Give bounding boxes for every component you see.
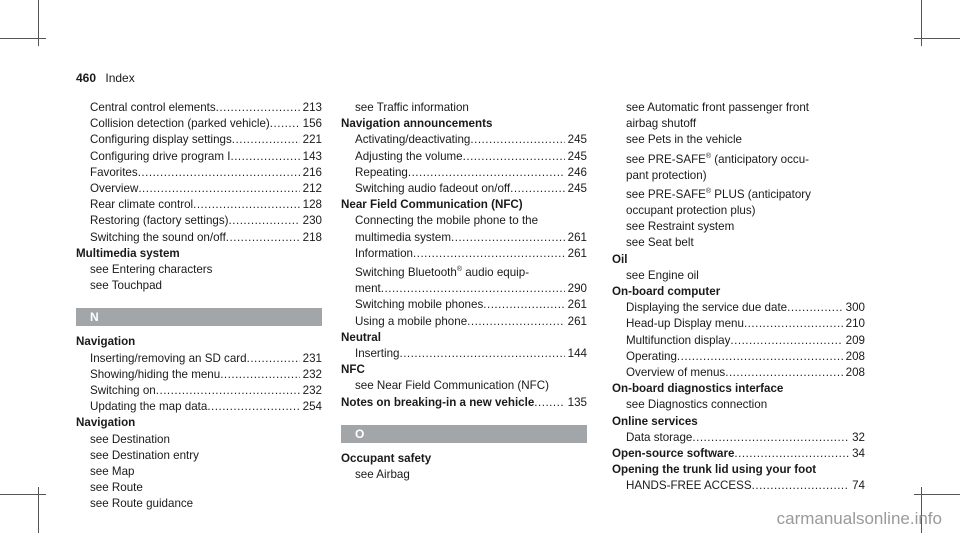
cross-reference[interactable]: see Engine oil bbox=[626, 268, 699, 282]
page-header bbox=[76, 71, 135, 85]
cross-reference[interactable]: see Automatic front passenger front bbox=[626, 101, 810, 114]
cross-reference[interactable]: see Destination bbox=[90, 432, 170, 446]
index-entry[interactable]: Repeating ..... 246 bbox=[341, 165, 587, 181]
index-heading: Navigation bbox=[76, 416, 136, 430]
index-entry[interactable]: Rear climate control ..... 128 bbox=[76, 197, 322, 213]
index-entry[interactable]: Inserting ..... 144 bbox=[341, 346, 587, 362]
index-heading: Navigation bbox=[76, 335, 136, 349]
index-entry[interactable]: Activating/deactivating ..... 245 bbox=[341, 132, 587, 148]
crop-mark bbox=[914, 38, 960, 39]
index-entry[interactable]: Overview of menus ..... 208 bbox=[612, 365, 865, 381]
cross-reference[interactable]: see Seat belt bbox=[626, 236, 694, 250]
index-entry[interactable]: Collision detection (parked vehicle) ..... 156 bbox=[76, 116, 322, 132]
index-entry[interactable]: Restoring (factory settings) ..... 230 bbox=[76, 213, 322, 229]
index-entry[interactable]: Switching audio fadeout on/off ..... 245 bbox=[341, 181, 587, 197]
index-heading: Neutral bbox=[341, 330, 381, 344]
index-entry[interactable]: Operating ..... 208 bbox=[612, 349, 865, 365]
crop-mark bbox=[0, 494, 46, 495]
index-entry[interactable]: Showing/hiding the menu ..... 232 bbox=[76, 367, 322, 383]
cross-reference[interactable]: see Pets in the vehicle bbox=[626, 133, 743, 147]
index-entry[interactable]: Data storage ..... 32 bbox=[612, 430, 865, 446]
cross-reference[interactable]: see Restraint system bbox=[626, 220, 735, 234]
cross-reference[interactable]: see Traffic information bbox=[355, 101, 469, 114]
index-column-3 bbox=[612, 100, 865, 495]
index-entry[interactable]: Configuring display settings ..... 221 bbox=[76, 132, 322, 148]
index-heading: Opening the trunk lid using your foot bbox=[612, 463, 817, 477]
index-entry-line: Connecting the mobile phone to the bbox=[355, 214, 539, 228]
cross-reference[interactable]: see Diagnostics connection bbox=[626, 398, 768, 412]
index-entry[interactable]: Adjusting the volume ..... 245 bbox=[341, 149, 587, 165]
cross-reference[interactable]: occupant protection plus) bbox=[626, 203, 756, 217]
crop-mark bbox=[921, 0, 922, 46]
cross-reference[interactable]: see Route bbox=[90, 481, 143, 495]
cross-reference[interactable]: see Airbag bbox=[355, 467, 410, 481]
crop-mark bbox=[0, 38, 46, 39]
index-entry[interactable]: HANDS-FREE ACCESS ..... 74 bbox=[612, 478, 865, 494]
page-title: Index bbox=[105, 71, 135, 85]
letter-band-o: O bbox=[341, 425, 587, 443]
index-entry[interactable]: ment ..... 290 bbox=[341, 281, 587, 297]
cross-reference[interactable]: see Map bbox=[90, 465, 135, 479]
index-entry[interactable]: Central control elements ..... 213 bbox=[76, 100, 322, 116]
cross-reference[interactable]: see Entering characters bbox=[90, 263, 213, 277]
cross-reference[interactable]: see PRE-SAFE® (anticipatory occu- bbox=[626, 152, 810, 166]
letter-band-n: N bbox=[76, 308, 322, 326]
index-heading: NFC bbox=[341, 363, 365, 377]
index-heading-entry[interactable]: Open-source software ..... 34 bbox=[612, 446, 865, 462]
cross-reference[interactable]: pant protection) bbox=[626, 168, 707, 182]
index-heading: Near Field Communication (NFC) bbox=[341, 198, 523, 212]
index-entry[interactable]: Switching on ..... 232 bbox=[76, 383, 322, 399]
crop-mark bbox=[38, 0, 39, 46]
index-entry-line: Switching Bluetooth® audio equip- bbox=[355, 265, 530, 279]
cross-reference[interactable]: see Touchpad bbox=[90, 279, 162, 293]
crop-mark bbox=[914, 494, 960, 495]
watermark: carmanualsonline.info bbox=[776, 509, 942, 528]
index-entry[interactable]: Configuring drive program I ..... 143 bbox=[76, 149, 322, 165]
index-entry[interactable]: Inserting/removing an SD card ..... 231 bbox=[76, 351, 322, 367]
index-column-2 bbox=[341, 100, 587, 483]
index-heading: On-board diagnostics interface bbox=[612, 382, 784, 396]
cross-reference[interactable]: airbag shutoff bbox=[626, 117, 697, 131]
index-heading: Multimedia system bbox=[76, 246, 180, 260]
index-entry[interactable]: Switching the sound on/off ..... 218 bbox=[76, 230, 322, 246]
index-entry[interactable]: Displaying the service due date ..... 300 bbox=[612, 300, 865, 316]
index-entry[interactable]: Using a mobile phone ..... 261 bbox=[341, 314, 587, 330]
index-entry[interactable]: multimedia system ..... 261 bbox=[341, 230, 587, 246]
index-heading: Navigation announcements bbox=[341, 117, 493, 131]
cross-reference[interactable]: see PRE-SAFE® PLUS (anticipatory bbox=[626, 187, 811, 201]
index-entry[interactable]: Multifunction display ..... 209 bbox=[612, 333, 865, 349]
page-number: 460 bbox=[76, 71, 97, 85]
index-heading: Occupant safety bbox=[341, 451, 432, 465]
index-entry[interactable]: Updating the map data ..... 254 bbox=[76, 399, 322, 415]
index-heading: Oil bbox=[612, 252, 628, 266]
cross-reference[interactable]: see Destination entry bbox=[90, 448, 199, 462]
index-heading: On-board computer bbox=[612, 284, 721, 298]
index-entry[interactable]: Switching mobile phones ..... 261 bbox=[341, 297, 587, 313]
index-entry[interactable]: Information ..... 261 bbox=[341, 246, 587, 262]
index-heading: Online services bbox=[612, 414, 698, 428]
index-column-1 bbox=[76, 100, 322, 513]
index-entry[interactable]: Favorites ..... 216 bbox=[76, 165, 322, 181]
index-heading-entry[interactable]: Notes on breaking-in a new vehicle ..... 135 bbox=[341, 395, 587, 411]
index-entry[interactable]: Overview ..... 212 bbox=[76, 181, 322, 197]
cross-reference[interactable]: see Route guidance bbox=[90, 497, 194, 511]
cross-reference[interactable]: see Near Field Communication (NFC) bbox=[355, 379, 549, 393]
index-entry[interactable]: Head-up Display menu ..... 210 bbox=[612, 316, 865, 332]
